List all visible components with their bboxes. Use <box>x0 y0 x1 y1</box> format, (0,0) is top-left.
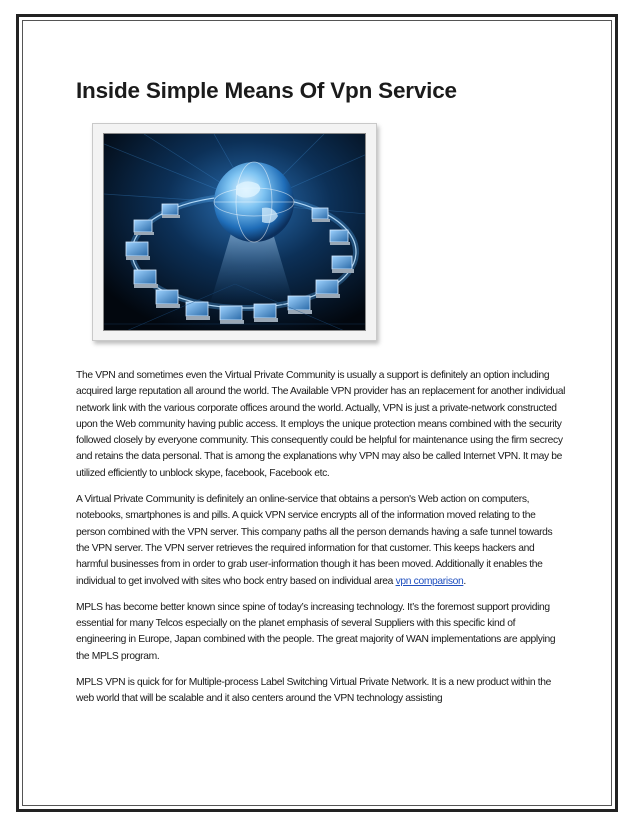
paragraph-1: The VPN and sometimes even the Virtual Private Community is usually a support is definitely an option including acquired large reputation all around the world. The Available VPN provider has an replacement for another individual network link with the various corporate offices around the world. Actually, VPN is just a private-network constructed upon the Web community having public access. It employs the unique protection means combined with the security followed closely by everyone community. This consequently could be helpful for maintenance using the firm secrecy and retains the data personal. That is among the explanations why VPN may also be called Internet VPN. It may be utilized efficiently to unblock skype, facebook, Facebook etc. <box>76 370 566 479</box>
globe-network-image <box>103 133 366 331</box>
page-title: Inside Simple Means Of Vpn Service <box>76 78 457 103</box>
vpn-comparison-link[interactable]: vpn comparison <box>395 575 464 587</box>
paragraph-4: MPLS VPN is quick for for Multiple-process Label Switching Virtual Private Network. It is a new product within the web world that will be scalable and it also centers around the VPN technology assisting <box>76 677 551 705</box>
article-body <box>76 368 566 718</box>
paragraph-2-text: A Virtual Private Community is definitely an online-service that obtains a person's Web action on computers, notebooks, smartphones is and pills. A quick VPN service encrypts all of the information moved relating to the person combined with the VPN server. This company paths all the person demands having a safe tunnel towards the VPN server. The VPN server retrieves the required information for that customer. This keeps hackers and harmful businesses from in order to grab user-information though it has been moved. Additionally it enables the individual to get involved with sites who bock entry based on individual area <box>76 494 553 587</box>
paragraph-3: MPLS has become better known since spine of today’s increasing technology. It’s the foremost support providing essential for many Telcos especially on the planet emphasis of several Suppliers with this specific kind of engineering in Europe, Japan combined with the people. The great majority of WAN implementations are applying the MPLS program. <box>76 601 556 662</box>
globe-network-laptops-illustration <box>104 134 366 331</box>
paragraph-2 <box>76 492 566 590</box>
article-figure <box>92 123 377 341</box>
paragraph-2-end: . <box>463 575 466 587</box>
